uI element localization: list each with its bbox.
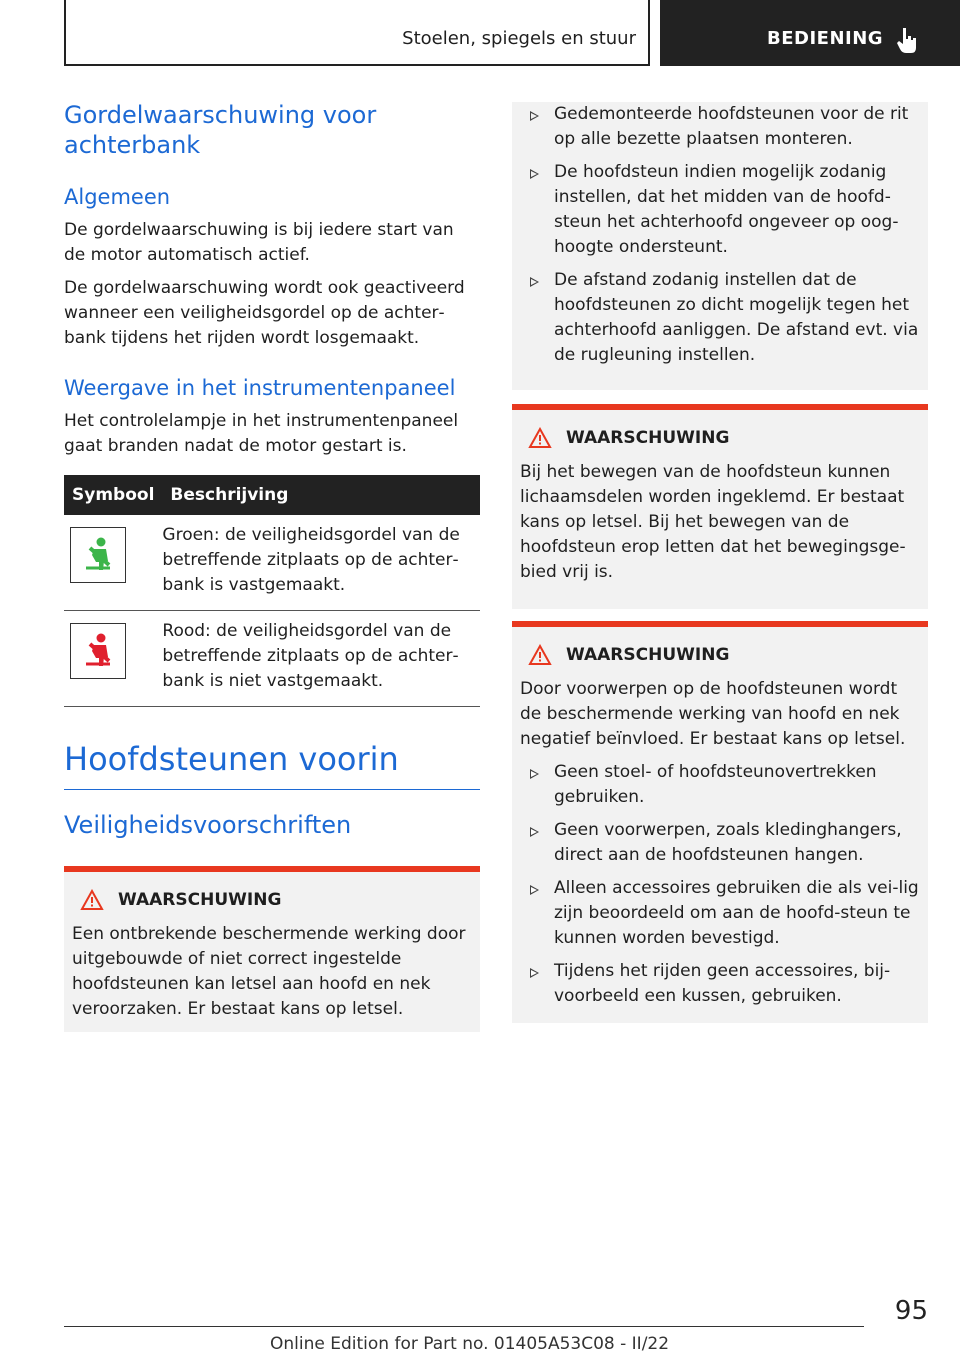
- warning-title: WAARSCHUWING: [80, 886, 472, 914]
- warning-text: Door voorwerpen op de hoofdsteunen wordt de beschermende werking van hoofd en nek negatief beïnvloed. Er bestaat kans op letsel.: [520, 679, 906, 749]
- hand-pointer-icon: [896, 26, 918, 54]
- left-column: [64, 100, 480, 1032]
- table-row: [64, 611, 480, 707]
- right-column: [512, 102, 928, 1023]
- warning-triangle-icon: [528, 427, 552, 449]
- triangle-bullet-icon: [530, 111, 539, 121]
- list-item: Geen stoel- of hoofdsteunovertrekken gebruiken.: [520, 760, 920, 810]
- warning-box: [512, 621, 928, 1023]
- warning-title: WAARSCHUWING: [528, 641, 920, 669]
- list-item: Alleen accessoires gebruiken die als vei‐lig zijn beoordeeld om aan de hoofd‐steun te kunnen worden bevestigd.: [520, 876, 920, 951]
- paragraph-belt-active: De gordelwaarschuwing is bij iedere start van de motor automatisch actief.: [64, 220, 454, 265]
- warning-title: WAARSCHUWING: [528, 424, 920, 452]
- warning-box: [64, 866, 480, 1032]
- header-chapter-title: BEDIENING: [767, 28, 884, 49]
- triangle-bullet-icon: [530, 169, 539, 179]
- heading-general: Algemeen: [64, 185, 171, 209]
- bullet-box: [512, 102, 928, 390]
- table-row: [64, 515, 480, 611]
- warning-text: Bij het bewegen van de hoofdsteun kunnen lichaamsdelen worden ingeklemd. Er bestaat kans op letsel. Bij het bewegen van de hoofdsteun erop letten dat het bewegingsge‐bied vrij is.: [520, 462, 906, 582]
- header-chapter-box: [660, 0, 960, 66]
- header-section-box: [64, 0, 650, 66]
- list-item: De afstand zodanig instellen dat de hoofdsteunen zo dicht mogelijk tegen het achterhoofd aanliggen. De afstand evt. via de rugleuning instellen.: [520, 268, 920, 368]
- footer-divider: [64, 1326, 864, 1327]
- seatbelt-red-icon: [70, 623, 126, 679]
- bullet-list: [520, 760, 920, 1009]
- triangle-bullet-icon: [530, 277, 539, 287]
- footer-edition: Online Edition for Part no. 01405A53C08 - II/22: [270, 1334, 670, 1354]
- paragraph-indicator: Het controlelampje in het instrumentenpaneel gaat branden nadat de motor gestart is.: [64, 411, 459, 456]
- column-header-description: Beschrijving: [162, 475, 480, 515]
- page-number: 95: [894, 1296, 928, 1326]
- list-item: Gedemonteerde hoofdsteunen voor de rit op alle bezette plaatsen monteren.: [520, 102, 920, 152]
- triangle-bullet-icon: [530, 827, 539, 837]
- heading-headrests: Hoofdsteunen voorin: [64, 739, 480, 790]
- warning-text: Een ontbrekende beschermende werking door uitgebouwde of niet correct ingestelde hoofdsteunen kan letsel aan hoofd en nek veroorzaken. Er bestaat kans op letsel.: [72, 924, 466, 1019]
- column-header-symbol: Symbool: [64, 475, 162, 515]
- header-section-title: Stoelen, spiegels en stuur: [402, 28, 636, 49]
- seatbelt-green-icon: [70, 527, 126, 583]
- paragraph-belt-activated: De gordelwaarschuwing wordt ook geactiveerd wanneer een veiligheidsgordel op de achter‐bank tijdens het rijden wordt losgemaakt.: [64, 278, 465, 348]
- heading-belt-warning: Gordelwaarschuwing voor achterbank: [64, 101, 377, 159]
- triangle-bullet-icon: [530, 885, 539, 895]
- warning-box: [512, 404, 928, 609]
- bullet-list: [520, 102, 920, 368]
- table-cell-description: Groen: de veiligheidsgordel van de betreffende zitplaats op de achter‐bank is vastgemaakt.: [162, 515, 480, 611]
- list-item: De hoofdsteun indien mogelijk zodanig instellen, dat het midden van de hoofd‐steun het achterhoofd ongeveer op oog‐hoogte ondersteunt.: [520, 160, 920, 260]
- list-item: Tijdens het rijden geen accessoires, bij‐voorbeeld een kussen, gebruiken.: [520, 959, 920, 1009]
- heading-safety: Veiligheidsvoorschriften: [64, 811, 352, 839]
- list-item: Geen voorwerpen, zoals kledinghangers, direct aan de hoofdsteunen hangen.: [520, 818, 920, 868]
- triangle-bullet-icon: [530, 769, 539, 779]
- heading-display: Weergave in het instrumentenpaneel: [64, 376, 456, 400]
- triangle-bullet-icon: [530, 968, 539, 978]
- table-cell-description: Rood: de veiligheidsgordel van de betreffende zitplaats op de achter‐bank is niet vastgemaakt.: [162, 611, 480, 707]
- warning-triangle-icon: [80, 889, 104, 911]
- warning-triangle-icon: [528, 644, 552, 666]
- symbol-table: [64, 475, 480, 707]
